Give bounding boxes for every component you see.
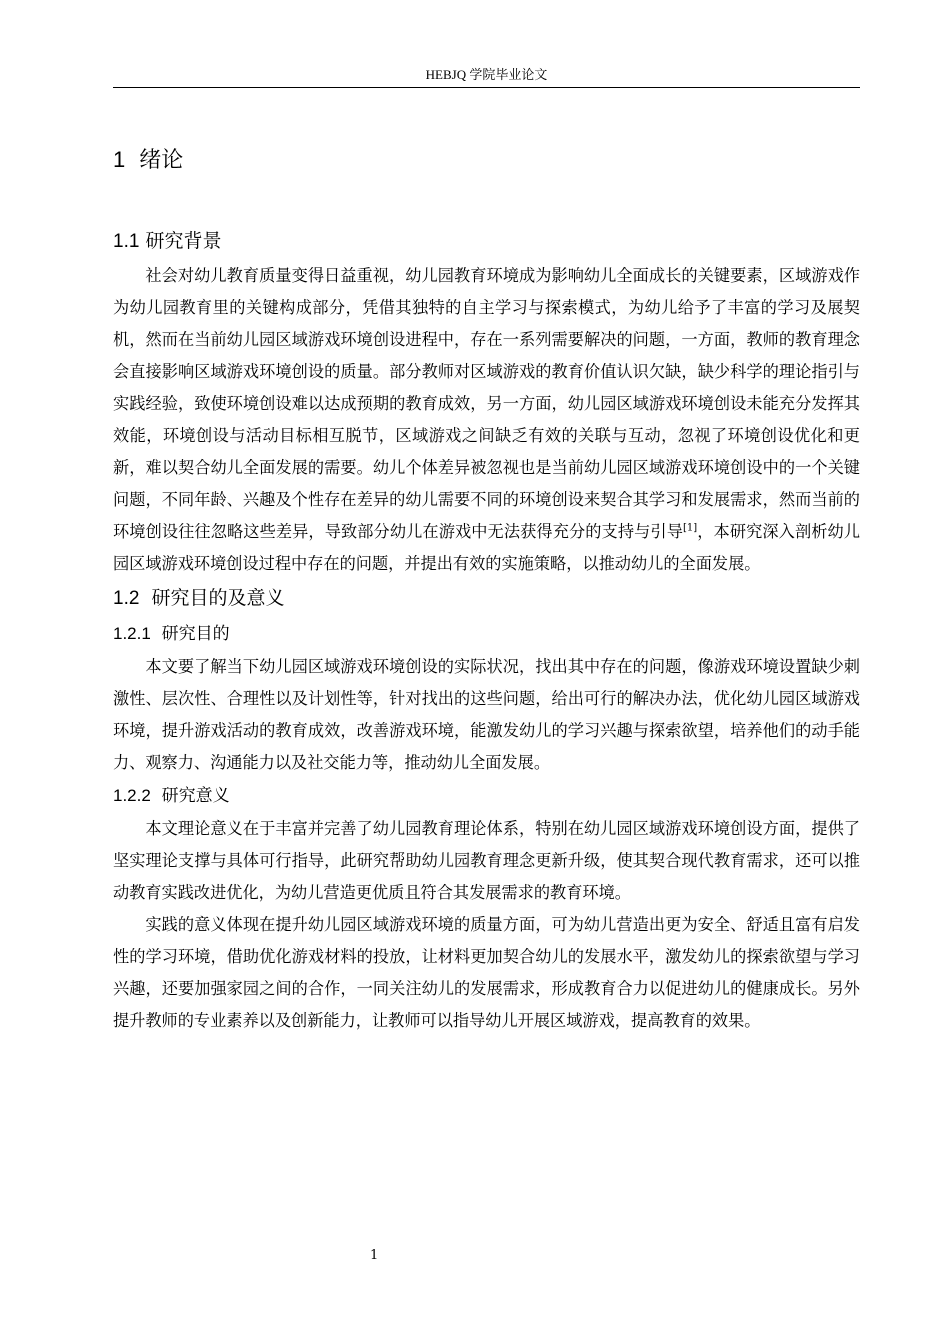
running-header: HEBJQ 学院毕业论文 xyxy=(425,67,548,82)
page-number: 1 xyxy=(370,1248,379,1263)
section-number: 1.1 xyxy=(113,231,140,252)
section-number: 1.2 xyxy=(113,588,140,609)
significance-paragraph-theory: 本文理论意义在于丰富并完善了幼儿园教育理论体系，特别在幼儿园区域游戏环境创设方面，提供了坚实理论支撑与具体可行指导，此研究帮助幼儿园教育理念更新升级，使其契合现代教育需求，还可以推动教育实践改进优化，为幼儿营造更优质且符合其发展需求的教育环境。 xyxy=(113,819,860,902)
paragraph-text-continued: ，本研究深入剖析幼儿园区域游戏环境创设过程中存在的问题，并提出有效的实施策略，以推动幼儿的全面发展。 xyxy=(113,522,861,573)
background-paragraph xyxy=(113,260,860,580)
subsection-heading-1-2-1 xyxy=(113,617,860,651)
significance-paragraph-practice: 实践的意义体现在提升幼儿园区域游戏环境的质量方面，可为幼儿营造出更为安全、舒适且富有启发性的学习环境，借助优化游戏材料的投放，让材料更加契合幼儿的发展水平，激发幼儿的探索欲望与学习兴趣，还要加强家园之间的合作，一同关注幼儿的发展需求，形成教育合力以促进幼儿的健康成长。另外提升教师的专业素养以及创新能力，让教师可以指导幼儿开展区域游戏，提高教育的效果。 xyxy=(113,915,860,1030)
section-heading-1-2 xyxy=(113,580,860,617)
section-title: 研究背景 xyxy=(145,230,222,252)
page-body xyxy=(113,140,860,1037)
chapter-title: 绪论 xyxy=(139,148,184,173)
chapter-number: 1 xyxy=(113,147,126,172)
section-heading-1-1 xyxy=(113,223,860,260)
subsection-title: 研究目的 xyxy=(161,624,230,644)
citation-marker: [1] xyxy=(682,522,698,534)
section-title: 研究目的及意义 xyxy=(151,587,285,609)
subsection-number: 1.2.2 xyxy=(113,786,151,805)
purpose-paragraph: 本文要了解当下幼儿园区域游戏环境创设的实际状况，找出其中存在的问题，像游戏环境设置缺少刺激性、层次性、合理性以及计划性等，针对找出的这些问题，给出可行的解决办法，优化幼儿园区域游戏环境，提升游戏活动的教育成效，改善游戏环境，能激发幼儿的学习兴趣与探索欲望，培养他们的动手能力、观察力、沟通能力以及社交能力等，推动幼儿全面发展。 xyxy=(113,657,860,772)
paragraph-text: 社会对幼儿教育质量变得日益重视，幼儿园教育环境成为影响幼儿全面成长的关键要素，区域游戏作为幼儿园教育里的关键构成部分，凭借其独特的自主学习与探索模式，为幼儿给予了丰富的学习及展契机，然而在当前幼儿园区域游戏环境创设进程中，存在一系列需要解决的问题，一方面，教师的教育理念会直接影响区域游戏环境创设的质量。部分教师对区域游戏的教育价值认识欠缺，缺少科学的理论指引与实践经验，致使环境创设难以达成预期的教育成效，另一方面，幼儿园区域游戏环境创设未能充分发挥其效能，环境创设与活动目标相互脱节，区域游戏之间缺乏有效的关联与互动，忽视了环境创设优化和更新，难以契合幼儿全面发展的需要。幼儿个体差异被忽视也是当前幼儿园区域游戏环境创设中的一个关键问题，不同年龄、兴趣及个性存在差异的幼儿需要不同的环境创设来契合其学习和发展需求，然而当前的环境创设往往忽略这些差异，导致部分幼儿在游戏中无法获得充分的支持与引导 xyxy=(113,266,860,541)
subsection-title: 研究意义 xyxy=(161,786,230,806)
header-rule xyxy=(113,87,860,88)
subsection-heading-1-2-2 xyxy=(113,779,860,813)
subsection-number: 1.2.1 xyxy=(113,624,151,643)
chapter-heading xyxy=(113,140,860,181)
